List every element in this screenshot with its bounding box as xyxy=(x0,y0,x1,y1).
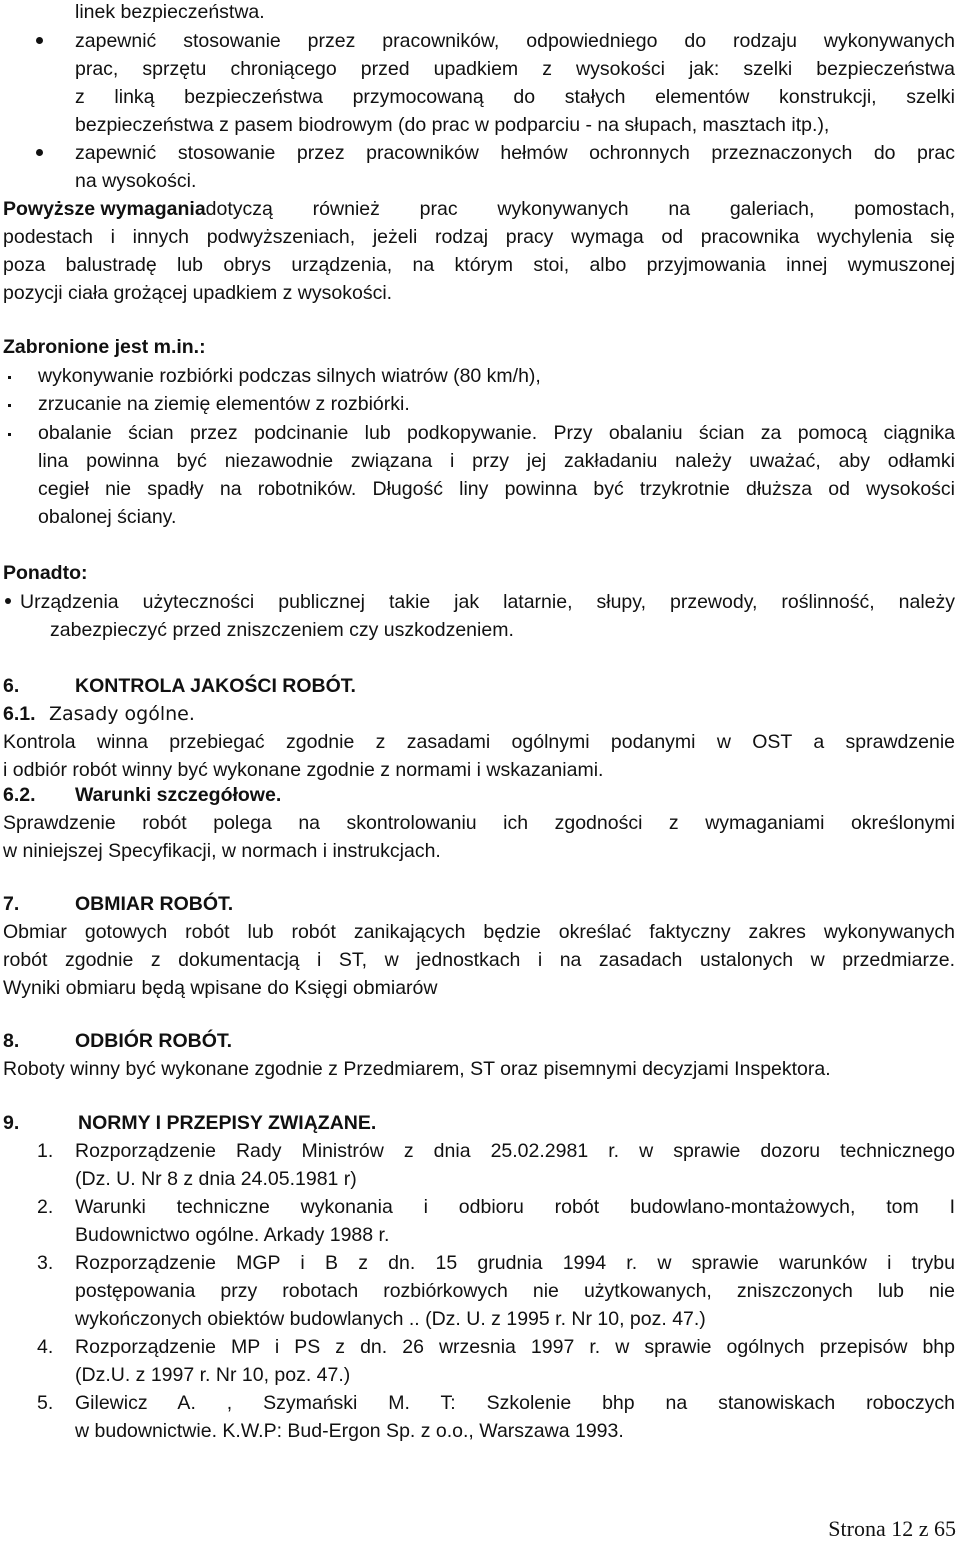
paragraph-line: Sprawdzenie robót polega na skontrolowaniu ich zgodności z wymaganiami określonymi xyxy=(3,812,955,834)
norm-text: Rozporządzenie Rady Ministrów z dnia 25.02.2981 r. w sprawie dozoru technicznego xyxy=(75,1140,955,1162)
subsection-title: Warunki szczegółowe. xyxy=(75,784,282,806)
norm-text: w budownictwie. K.W.P: Bud-Ergon Sp. z o.o., Warszawa 1993. xyxy=(75,1420,624,1442)
bold-lead: Powyższe wymagania xyxy=(3,198,206,220)
norm-number: 4. xyxy=(37,1336,54,1358)
norm-text: wykończonych obiektów budowlanych .. (Dz. U. z 1995 r. Nr 10, poz. 47.) xyxy=(75,1308,706,1330)
bullet-text: z linką bezpieczeństwa przymocowaną do stałych elementów konstrukcji, szelki xyxy=(75,86,955,108)
section-title: NORMY I PRZEPISY ZWIĄZANE. xyxy=(78,1112,377,1134)
paragraph-line: pozycji ciała grożącej upadkiem z wysokości. xyxy=(3,282,393,304)
paragraph-line: w niniejszej Specyfikacji, w normach i instrukcjach. xyxy=(3,840,441,862)
section-title: OBMIAR ROBÓT. xyxy=(75,893,234,915)
middot-icon xyxy=(8,376,11,379)
norm-number: 2. xyxy=(37,1196,54,1218)
forbidden-heading: Zabronione jest m.in.: xyxy=(3,336,206,358)
bullet-continuation: linek bezpieczeństwa. xyxy=(75,1,265,23)
paragraph-line: Roboty winny być wykonane zgodnie z Przedmiarem, ST oraz pisemnymi decyzjami Inspektora. xyxy=(3,1058,831,1080)
list-item: obalonej ściany. xyxy=(38,506,177,528)
bullet-text: bezpieczeństwa z pasem biodrowym (do prac w podparciu - na słupach, masztach itp.), xyxy=(75,114,830,136)
paragraph-line: poza balustradę lub obrys urządzenia, na którym stoi, albo przyjmowania innej wymuszonej xyxy=(3,254,955,276)
list-item: wykonywanie rozbiórki podczas silnych wiatrów (80 km/h), xyxy=(38,365,541,387)
norm-text: (Dz. U. Nr 8 z dnia 24.05.1981 r) xyxy=(75,1168,357,1190)
list-item: zrzucanie na ziemię elementów z rozbiórki. xyxy=(38,393,410,415)
paragraph-line xyxy=(3,197,955,221)
ponadto-text: zabezpieczyć przed zniszczeniem czy uszkodzeniem. xyxy=(50,619,514,641)
norm-text: postępowania przy robotach rozbiórkowych nie użytkowanych, zniszczonych lub nie xyxy=(75,1280,955,1302)
bullet-text: prac, sprzętu chroniącego przed upadkiem z wysokości jak: szelki bezpieczeństwa xyxy=(75,58,955,80)
norm-text: (Dz.U. z 1997 r. Nr 10, poz. 47.) xyxy=(75,1364,351,1386)
bullet-text: na wysokości. xyxy=(75,170,197,192)
list-item: lina powinna być niezawodnie związana i przy jej zakładaniu należy uważać, aby odłamki xyxy=(38,450,955,472)
subsection-title: Zasady ogólne. xyxy=(49,703,195,725)
section-number: 7. xyxy=(3,893,20,915)
paragraph-line: Kontrola winna przebiegać zgodnie z zasadami ogólnymi podanymi w OST a sprawdzenie xyxy=(3,731,955,753)
middot-icon xyxy=(8,433,11,436)
bullet-icon xyxy=(36,149,43,156)
subsection-number: 6.1. xyxy=(3,703,36,725)
bullet-text: zapewnić stosowanie przez pracowników hełmów ochronnych przeznaczonych do prac xyxy=(75,142,955,164)
bullet-text: zapewnić stosowanie przez pracowników, odpowiedniego do rodzaju wykonywanych xyxy=(75,30,955,52)
bullet-icon xyxy=(36,37,43,44)
section-title: ODBIÓR ROBÓT. xyxy=(75,1030,233,1052)
list-item: cegieł nie spadły na robotników. Długość liny powinna być trzykrotnie dłuższa od wysokości xyxy=(38,478,955,500)
paragraph-line: robót zgodnie z dokumentacją i ST, w jednostkach i na zasadach ustalonych w przedmiarze. xyxy=(3,949,955,971)
page-number: Strona 12 z 65 xyxy=(828,1516,956,1541)
section-number: 9. xyxy=(3,1112,20,1134)
paragraph-line: podestach i innych podwyższeniach, jeżeli rodzaj pracy wymaga od pracownika wychylenia się xyxy=(3,226,955,248)
norm-number: 3. xyxy=(37,1252,54,1274)
middot-icon xyxy=(8,404,11,407)
bullet-icon xyxy=(5,598,11,604)
norm-text: Budownictwo ogólne. Arkady 1988 r. xyxy=(75,1224,390,1246)
norm-text: Gilewicz A. , Szymański M. T: Szkolenie bhp na stanowiskach roboczych xyxy=(75,1392,955,1414)
norm-number: 5. xyxy=(37,1392,54,1414)
ponadto-text: Urządzenia użyteczności publicznej takie jak latarnie, słupy, przewody, roślinność, należy xyxy=(20,591,955,613)
norm-text: Rozporządzenie MP i PS z dn. 26 wrzesnia 1997 r. w sprawie ogólnych przepisów bhp xyxy=(75,1336,955,1358)
paragraph-line: Wyniki obmiaru będą wpisane do Księgi obmiarów xyxy=(3,977,438,999)
ponadto-heading: Ponadto: xyxy=(3,562,88,584)
norm-text: Warunki techniczne wykonania i odbioru robót budowlano-montażowych, tom I xyxy=(75,1196,955,1218)
paragraph-text: dotyczą również prac wykonywanych na galeriach, pomostach, xyxy=(205,198,955,220)
list-item: obalanie ścian przez podcinanie lub podkopywanie. Przy obalaniu ścian za pomocą ciągnika xyxy=(38,422,955,444)
norm-text: Rozporządzenie MGP i B z dn. 15 grudnia 1994 r. w sprawie warunków i trybu xyxy=(75,1252,955,1274)
section-number: 8. xyxy=(3,1030,20,1052)
paragraph-line: Obmiar gotowych robót lub robót zanikających będzie określać faktyczny zakres wykonywanych xyxy=(3,921,955,943)
subsection-number: 6.2. xyxy=(3,784,36,806)
section-title: KONTROLA JAKOŚCI ROBÓT. xyxy=(75,675,356,697)
paragraph-line: i odbiór robót winny być wykonane zgodnie z normami i wskazaniami. xyxy=(3,759,604,781)
norm-number: 1. xyxy=(37,1140,54,1162)
section-number: 6. xyxy=(3,675,20,697)
